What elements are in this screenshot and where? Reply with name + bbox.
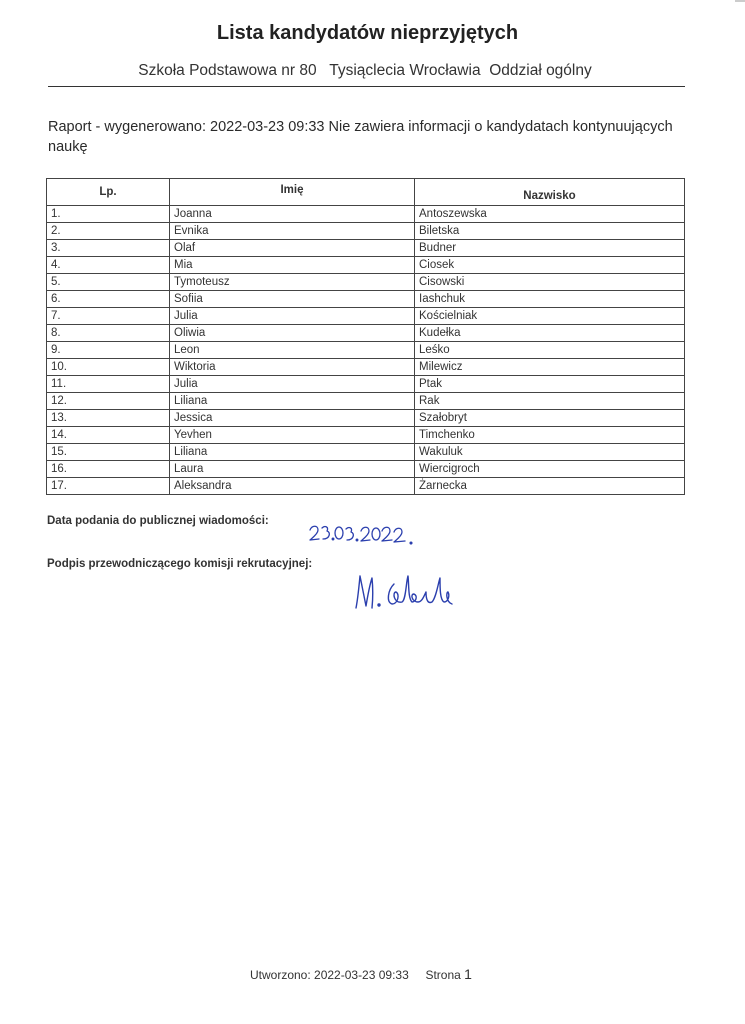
first-name-cell: Oliwia (170, 325, 415, 342)
table-header-row (47, 179, 685, 206)
table-row (47, 410, 685, 427)
first-name-cell: Liliana (170, 393, 415, 410)
last-name-cell: Kudełka (415, 325, 685, 342)
row-number: 3. (47, 240, 170, 257)
row-number: 1. (47, 206, 170, 223)
row-number: 13. (47, 410, 170, 427)
last-name-cell: Antoszewska (415, 206, 685, 223)
last-name-cell: Wakuluk (415, 444, 685, 461)
table-row (47, 291, 685, 308)
header-divider (48, 86, 685, 87)
first-name-cell: Aleksandra (170, 478, 415, 495)
last-name-cell: Rak (415, 393, 685, 410)
last-name-cell: Biletska (415, 223, 685, 240)
last-name-cell: Cisowski (415, 274, 685, 291)
first-name-cell: Liliana (170, 444, 415, 461)
candidates-table-body (47, 206, 685, 495)
last-name-cell: Timchenko (415, 427, 685, 444)
first-name-cell: Evnika (170, 223, 415, 240)
last-name-cell: Iashchuk (415, 291, 685, 308)
header-first-name: Imię (170, 179, 415, 206)
page-label: Strona (425, 968, 461, 982)
table-row (47, 240, 685, 257)
table-row (47, 444, 685, 461)
table-row (47, 359, 685, 376)
first-name-cell: Julia (170, 376, 415, 393)
table-row (47, 274, 685, 291)
signature-label: Podpis przewodniczącego komisji rekrutacyjnej: (47, 558, 313, 570)
row-number: 17. (47, 478, 170, 495)
last-name-cell: Wiercigroch (415, 461, 685, 478)
table-row (47, 206, 685, 223)
last-name-cell: Szałobryt (415, 410, 685, 427)
table-row (47, 427, 685, 444)
table-row (47, 223, 685, 240)
first-name-cell: Leon (170, 342, 415, 359)
signature-scribble (352, 572, 462, 614)
school-patron: Tysiąclecia Wrocławia (329, 62, 481, 79)
scan-artifact (735, 0, 745, 2)
row-number: 6. (47, 291, 170, 308)
row-number: 16. (47, 461, 170, 478)
report-note: Raport - wygenerowano: 2022-03-23 09:33 Nie zawiera informacji o kandydatach kontynuujących naukę (48, 119, 673, 155)
table-row (47, 308, 685, 325)
first-name-cell: Julia (170, 308, 415, 325)
table-row (47, 257, 685, 274)
last-name-cell: Ptak (415, 376, 685, 393)
table-row (47, 342, 685, 359)
row-number: 12. (47, 393, 170, 410)
page-footer (250, 966, 472, 982)
last-name-cell: Kościelniak (415, 308, 685, 325)
page-title: Lista kandydatów nieprzyjętych (216, 22, 519, 44)
first-name-cell: Wiktoria (170, 359, 415, 376)
created-timestamp: Utworzono: 2022-03-23 09:33 (250, 968, 409, 982)
first-name-cell: Sofiia (170, 291, 415, 308)
row-number: 14. (47, 427, 170, 444)
first-name-cell: Tymoteusz (170, 274, 415, 291)
table-row (47, 478, 685, 495)
table-row (47, 376, 685, 393)
first-name-cell: Mia (170, 257, 415, 274)
candidates-table (46, 178, 685, 495)
header-last-name: Nazwisko (415, 179, 685, 206)
table-row (47, 461, 685, 478)
division-name: Oddział ogólny (489, 62, 592, 79)
row-number: 7. (47, 308, 170, 325)
row-number: 2. (47, 223, 170, 240)
page-number: 1 (464, 966, 472, 982)
table-row (47, 393, 685, 410)
first-name-cell: Laura (170, 461, 415, 478)
row-number: 5. (47, 274, 170, 291)
last-name-cell: Leśko (415, 342, 685, 359)
last-name-cell: Budner (415, 240, 685, 257)
header-lp: Lp. (47, 179, 170, 206)
school-name: Szkoła Podstawowa nr 80 (138, 62, 317, 79)
first-name-cell: Yevhen (170, 427, 415, 444)
first-name-cell: Joanna (170, 206, 415, 223)
row-number: 15. (47, 444, 170, 461)
publication-date-label: Data podania do publicznej wiadomości: (47, 515, 269, 527)
row-number: 10. (47, 359, 170, 376)
last-name-cell: Milewicz (415, 359, 685, 376)
first-name-cell: Olaf (170, 240, 415, 257)
row-number: 11. (47, 376, 170, 393)
last-name-cell: Ciosek (415, 257, 685, 274)
last-name-cell: Żarnecka (415, 478, 685, 495)
table-row (47, 325, 685, 342)
row-number: 8. (47, 325, 170, 342)
first-name-cell: Jessica (170, 410, 415, 427)
row-number: 9. (47, 342, 170, 359)
handwritten-date (308, 520, 423, 548)
school-line (0, 62, 730, 80)
row-number: 4. (47, 257, 170, 274)
